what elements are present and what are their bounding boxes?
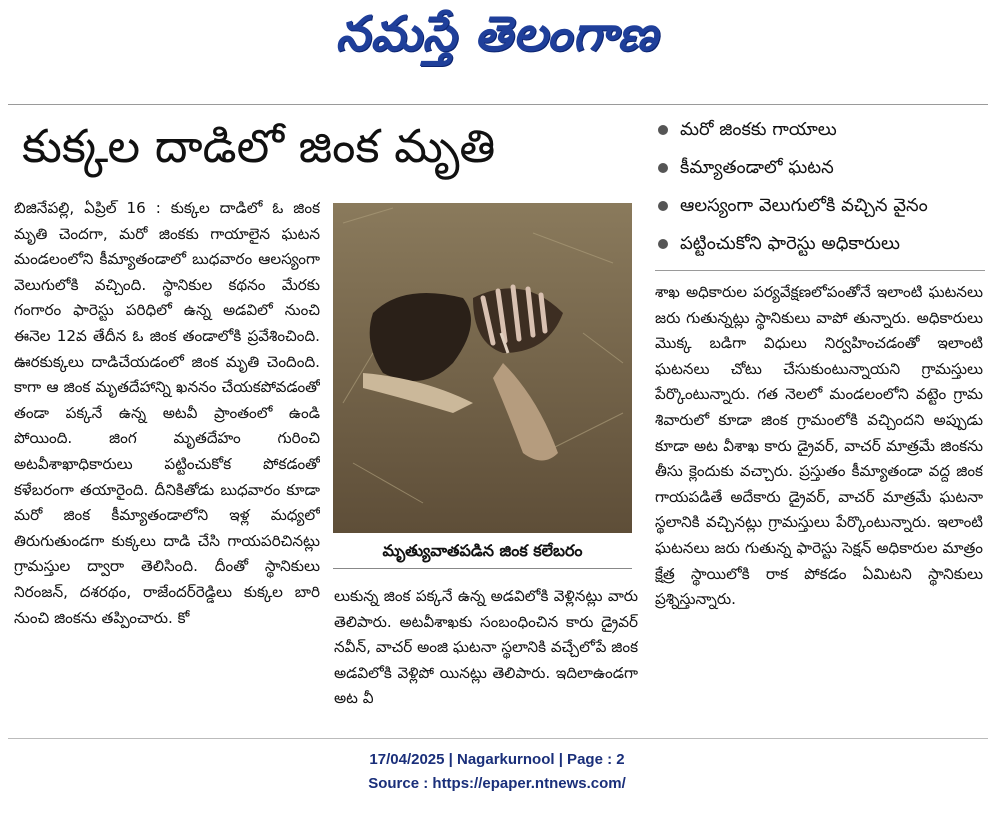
highlight-item: కీమ్యాతండాలో ఘటన (650, 156, 990, 194)
newspaper-logo: నమస్తే తెలంగాణ (335, 6, 659, 62)
masthead-divider (8, 104, 988, 105)
page-footer (0, 748, 994, 796)
source-link[interactable]: Source : https://epaper.ntnews.com/ (368, 775, 626, 792)
bullets-divider (655, 270, 985, 271)
highlight-item: మరో జింకకు గాయాలు (650, 118, 990, 156)
highlight-item: ఆలస్యంగా వెలుగులోకి వచ్చిన వైనం (650, 194, 990, 232)
article-column-2: లుకున్న జింక పక్కనే ఉన్న అడవిలోకి వెళ్లినట్లు వారు తెలిపారు. అటవీశాఖకు సంబంధించిన కారు డ్రైవర్ నవీన్, వాచర్ అంజి ఘటనా స్థలానికి వచ్చేలోపే జింక అడవిలోకి వెళ్లిపో యినట్లు తెలిపారు. ఇదిలాఉండగా అట వీ (334, 587, 638, 708)
article-column-1: బిజినేపల్లి, ఏప్రిల్ 16 : కుక్కల దాడిలో ఓ జింక మృతి చెందగా, మరో జింకకు గాయాలైన ఘటన మండలంలోని కీమ్యాతండాలో బుధవారం ఆలస్యంగా వెలుగులోకి వచ్చింది. స్థానికుల కథనం మేరకు గంగారం ఫారెస్టు పరిధిలో ఉన్న అడవిలో నుంచి ఈనెల 12వ తేదీన ఓ జింక తండాలోకి ప్రవేశించింది. ఊరకుక్కలు దాడిచేయడంలో జింక మృతి చెందింది. కాగా ఆ జింక మృతదేహాన్ని ఖననం చేయకపోవడంతో తండా పక్కనే ఉన్న అటవీ ప్రాంతంలో ఉండి పోయింది. జింగ మృతదేహం గురించి అటవీశాఖాధికారులు పట్టించుకోక పోకడంతో కళేబరంగా తయారైంది. దీనికితోడు బుధవారం కూడా మరో జింక కీమ్యాతండాలోని ఇళ్ల మధ్యలో తిరుగుతుండగా కుక్కలు దాడి చేసి గాయపరిచినట్లు గ్రామస్తుల ద్వారా తెలిసింది. దీంతో స్థానికులు నిరంజన్, దశరథం, రాజేందర్‌రెడ్డిలు కుక్కల బారి నుంచి జింకను తప్పించారు. కో (14, 199, 320, 627)
deer-carcass-photo (333, 203, 632, 533)
article-column-3: శాఖ అధికారుల పర్యవేక్షణలోపంతోనే ఇలాంటి ఘటనలు జరు గుతున్నట్లు స్థానికులు వాపో తున్నారు. అధికారులు మొక్క బడిగా విధులు నిర్వహించడంతో ఇలాంటి ఘటనలు చోటు చేసుకుంటున్నాయని గ్రామస్తులు పేర్కొంటున్నారు. గత నెలలో మండలంలోని వట్టెం గ్రామ శివారులో కూడా జింక గ్రామంలోకి వచ్చిందని అప్పుడు కూడా అట వీశాఖ కారు డ్రైవర్, వాచర్ మాత్రమే జింకను తీసు క్లెందుకు వచ్చారు. ప్రస్తుతం కీమ్యాతండా వద్ద జింక గాయపడితే అదేకారు డ్రైవర్, వాచర్ మాత్రమే ఘటనా స్థలానికి వచ్చినట్లు గ్రామస్తులు పేర్కొంటున్నారు. ఇలాంటి ఘటనలు జరు గుతున్న ఫారెస్టు సెక్షన్ అధికారుల మాత్రం క్షేత్ర స్థాయిలోకి రాక పోకడం ఏమిటని స్థానికులు ప్రశ్నిస్తున్నారు. (655, 283, 983, 609)
photo-caption: మృత్యువాతపడిన జింక కలేబరం (382, 541, 583, 560)
article-headline: కుక్కల దాడిలో జింక మృతి (22, 119, 496, 173)
edition-info: 17/04/2025 | Nagarkurnool | Page : 2 (369, 751, 625, 768)
footer-divider (8, 738, 988, 739)
highlights-list (650, 118, 990, 270)
caption-divider (333, 568, 632, 569)
masthead (0, 0, 994, 96)
highlight-item: పట్టించుకోని ఫారెస్టు అధికారులు (650, 232, 990, 270)
